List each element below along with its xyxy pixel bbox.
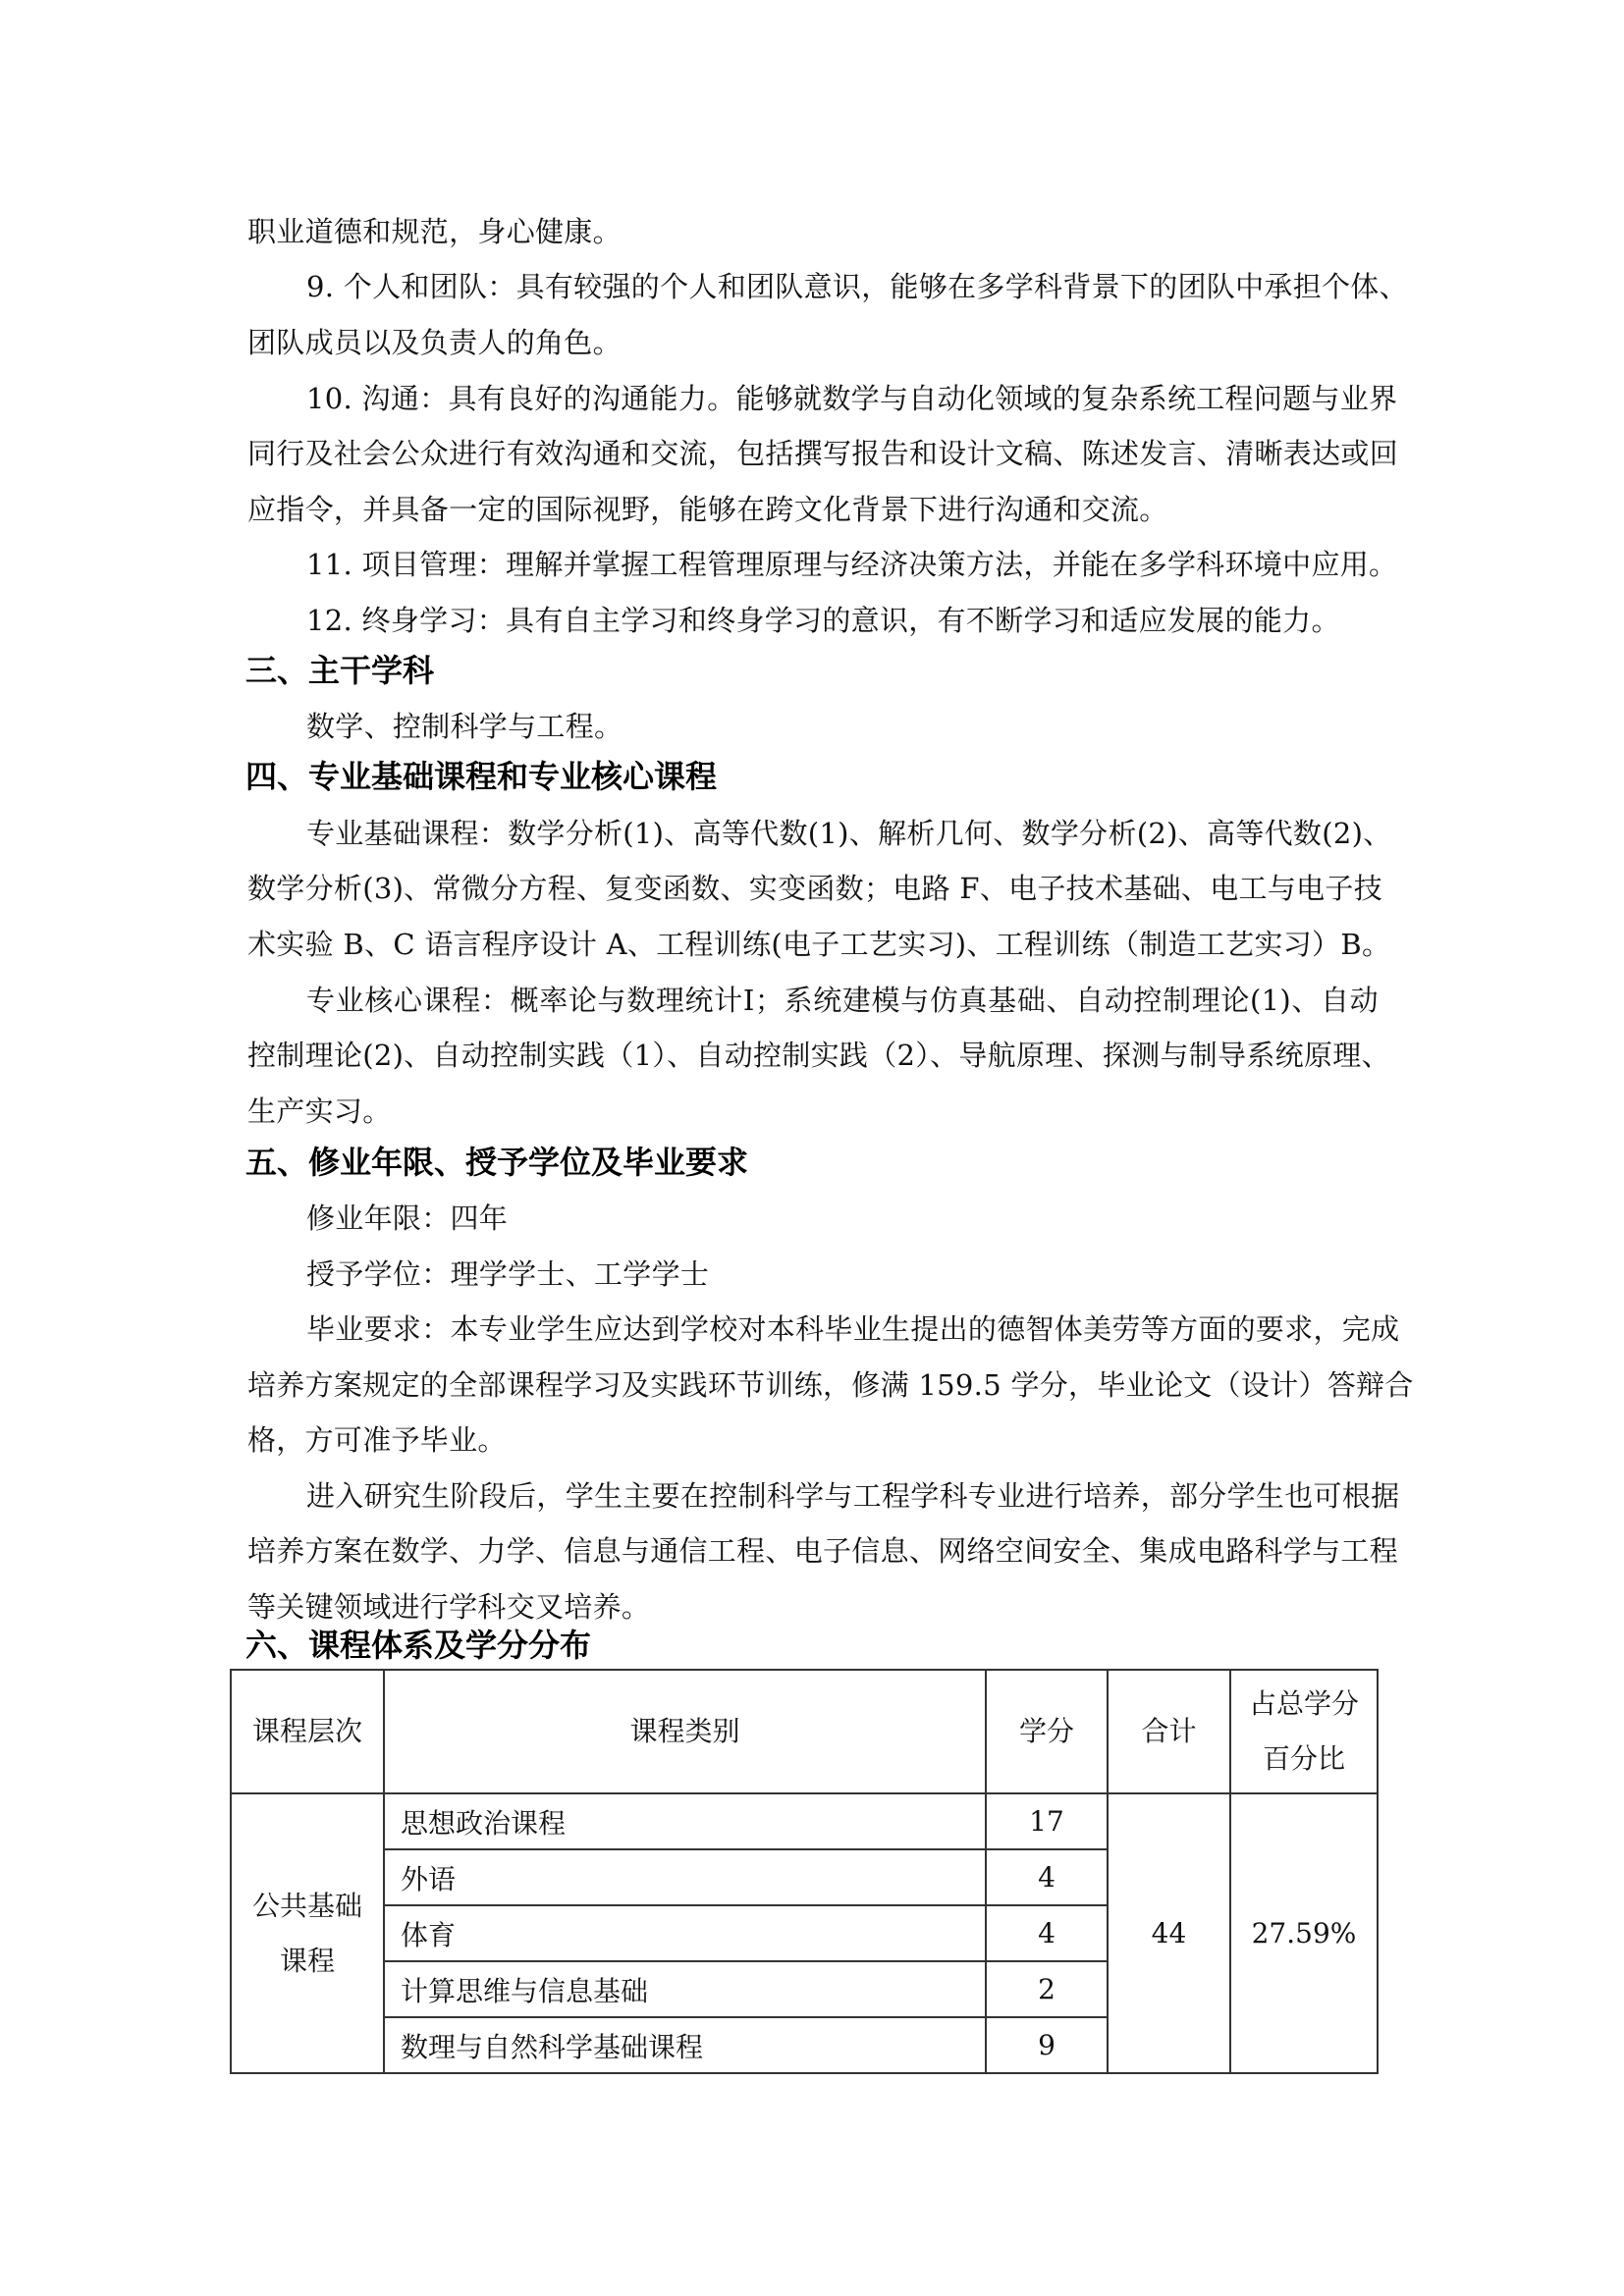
header-percentage-line2: 百分比 <box>1262 1742 1345 1775</box>
course-category-name: 计算思维与信息基础 <box>384 1961 986 2017</box>
paragraph-line: 职业道德和规范，身心健康。 <box>247 215 622 248</box>
course-credits: 9 <box>986 2017 1108 2073</box>
paragraph-line: 数学分析(3)、常微分方程、复变函数、实变函数；电路 F、电子技术基础、电工与电子技 <box>247 872 1383 905</box>
paragraph-line: 培养方案在数学、力学、信息与通信工程、电子信息、网络空间安全、集成电路科学与工程 <box>247 1534 1399 1568</box>
section-heading-3: 三、主干学科 <box>245 652 435 689</box>
paragraph-line: 修业年限：四年 <box>306 1201 509 1235</box>
paragraph-line: 术实验 B、C 语言程序设计 A、工程训练(电子工艺实习)、工程训练（制造工艺实习）B。 <box>247 928 1391 961</box>
paragraph-line: 10. 沟通：具有良好的沟通能力。能够就数学与自动化领域的复杂系统工程问题与业界 <box>306 382 1398 415</box>
paragraph-line: 数学、控制科学与工程。 <box>306 710 623 743</box>
header-credits: 学分 <box>986 1670 1108 1793</box>
paragraph-line: 12. 终身学习：具有自主学习和终身学习的意识，有不断学习和适应发展的能力。 <box>306 604 1340 637</box>
course-credits: 4 <box>986 1905 1108 1961</box>
paragraph-line: 9. 个人和团队：具有较强的个人和团队意识，能够在多学科背景下的团队中承担个体、 <box>306 270 1408 303</box>
paragraph-line: 控制理论(2)、自动控制实践（1）、自动控制实践（2）、导航原理、探测与制导系统原理、 <box>247 1039 1390 1072</box>
course-level-cell <box>231 1793 384 2073</box>
course-category-name: 思想政治课程 <box>384 1793 986 1849</box>
header-percentage-line1: 占总学分 <box>1248 1687 1359 1720</box>
course-category-name: 外语 <box>384 1849 986 1905</box>
header-course-category: 课程类别 <box>384 1670 986 1793</box>
course-credits: 17 <box>986 1793 1108 1849</box>
credit-distribution-table <box>230 1669 1379 2074</box>
paragraph-line: 授予学位：理学学士、工学学士 <box>306 1257 710 1291</box>
paragraph-line: 专业核心课程：概率论与数理统计Ⅰ；系统建模与仿真基础、自动控制理论(1)、自动 <box>306 984 1379 1017</box>
course-category-name: 数理与自然科学基础课程 <box>384 2017 986 2073</box>
course-credits: 2 <box>986 1961 1108 2017</box>
paragraph-line: 格，方可准予毕业。 <box>247 1423 507 1457</box>
course-level-line2: 课程 <box>279 1944 335 1977</box>
paragraph-line: 11. 项目管理：理解并掌握工程管理原理与经济决策方法，并能在多学科环境中应用。 <box>306 548 1398 581</box>
paragraph-line: 专业基础课程：数学分析(1)、高等代数(1)、解析几何、数学分析(2)、高等代数(2)、 <box>306 817 1392 850</box>
section-heading-6: 六、课程体系及学分分布 <box>245 1627 592 1664</box>
course-category-name: 体育 <box>384 1905 986 1961</box>
header-percentage <box>1230 1670 1378 1793</box>
paragraph-line: 进入研究生阶段后，学生主要在控制科学与工程学科专业进行培养，部分学生也可根据 <box>306 1479 1400 1513</box>
paragraph-line: 同行及社会公众进行有效沟通和交流，包括撰写报告和设计文稿、陈述发言、清晰表达或回 <box>247 437 1399 470</box>
paragraph-line: 生产实习。 <box>247 1095 392 1128</box>
paragraph-line: 等关键领域进行学科交叉培养。 <box>247 1590 651 1624</box>
paragraph-line: 应指令，并具备一定的国际视野，能够在跨文化背景下进行沟通和交流。 <box>247 493 1168 526</box>
header-course-level: 课程层次 <box>231 1670 384 1793</box>
course-level-line1: 公共基础 <box>251 1889 362 1922</box>
course-credits: 4 <box>986 1849 1108 1905</box>
group-percentage: 27.59% <box>1230 1793 1378 2073</box>
table-header-row <box>231 1670 1378 1793</box>
paragraph-line: 毕业要求：本专业学生应达到学校对本科毕业生提出的德智体美劳等方面的要求，完成 <box>306 1312 1400 1346</box>
paragraph-line: 培养方案规定的全部课程学习及实践环节训练，修满 159.5 学分，毕业论文（设计）答辩合 <box>247 1368 1414 1402</box>
group-total-credits: 44 <box>1108 1793 1230 2073</box>
section-heading-4: 四、专业基础课程和专业核心课程 <box>245 758 718 795</box>
section-heading-5: 五、修业年限、授予学位及毕业要求 <box>245 1144 749 1181</box>
table-row <box>231 1793 1378 1849</box>
paragraph-line: 团队成员以及负责人的角色。 <box>247 326 622 359</box>
header-total: 合计 <box>1108 1670 1230 1793</box>
